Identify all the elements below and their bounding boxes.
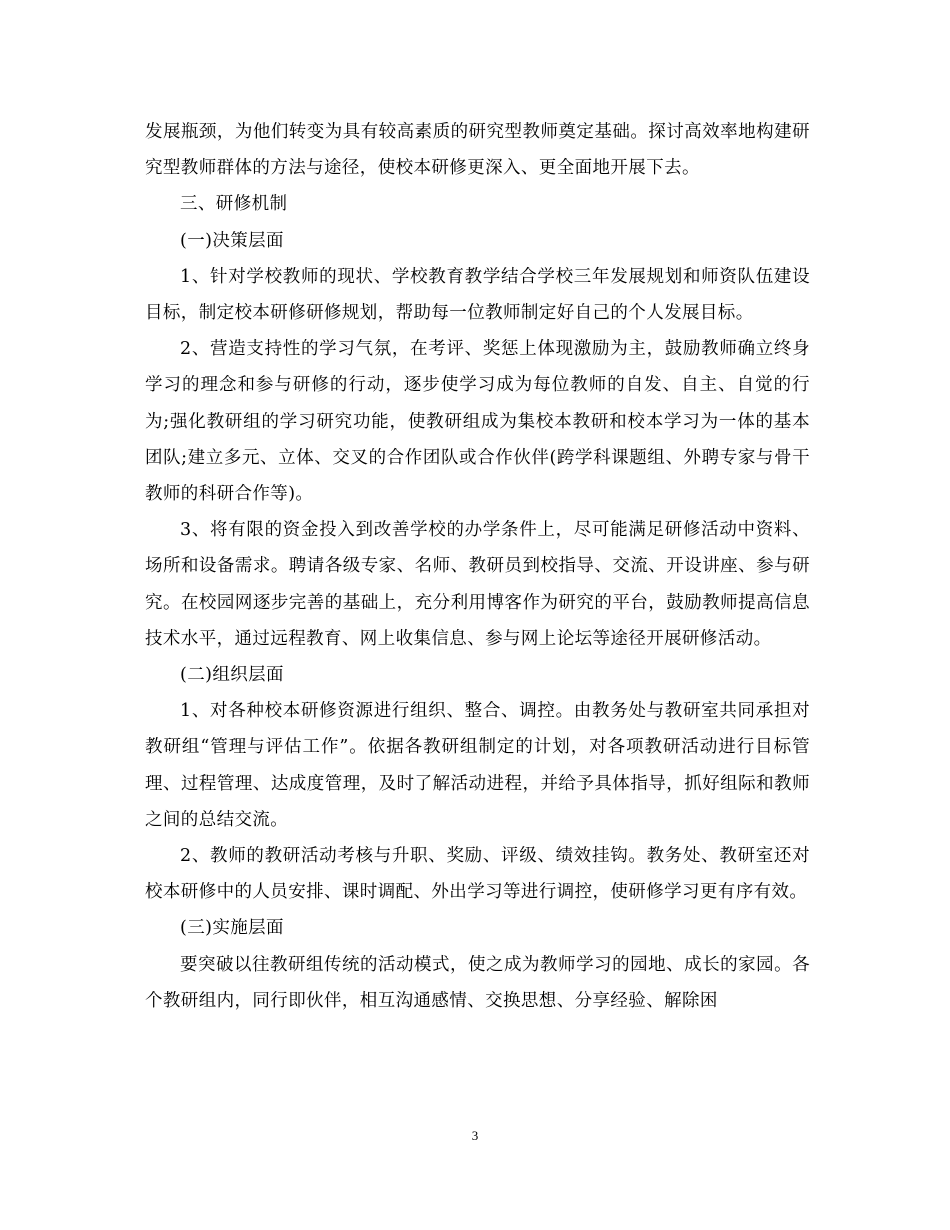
subheading-decision-level: (一)决策层面 — [180, 230, 284, 251]
paragraph-organization-2: 2、教师的教研活动考核与升职、奖励、评级、绩效挂钩。教务处、教研室还对校本研修中的人员安排、课时调配、外出学习等进行调控，使研修学习更有序有效。 — [145, 846, 810, 903]
paragraph-implementation: 要突破以往教研组传统的活动模式，使之成为教师学习的园地、成长的家园。各个教研组内，同行即伙伴，相互沟通感情、交换思想、分享经验、解除困 — [145, 954, 810, 1011]
document-body — [145, 114, 810, 1019]
page-number: 3 — [471, 1128, 479, 1143]
paragraph-organization-1: 1、对各种校本研修资源进行组织、整合、调控。由教务处与教研室共同承担对教研组“管理与评估工作”。依据各教研组制定的计划，对各项教研活动进行目标管理、过程管理、达成度管理，及时了解活动进程，并给予具体指导，抓好组际和教师之间的总结交流。 — [145, 701, 810, 830]
subheading-organization-level: (二)组织层面 — [180, 665, 284, 686]
paragraph-decision-1: 1、针对学校教师的现状、学校教育教学结合学校三年发展规划和师资队伍建设目标，制定校本研修研修规划，帮助每一位教师制定好自己的个人发展目标。 — [145, 266, 810, 324]
paragraph-continuation: 发展瓶颈，为他们转变为具有较高素质的研究型教师奠定基础。探讨高效率地构建研究型教师群体的方法与途径，使校本研修更深入、更全面地开展下去。 — [145, 122, 810, 179]
section-heading-mechanism: 三、研修机制 — [180, 194, 288, 215]
subheading-implementation-level: (三)实施层面 — [180, 918, 284, 939]
paragraph-decision-3: 3、将有限的资金投入到改善学校的办学条件上，尽可能满足研修活动中资料、场所和设备需求。聘请各级专家、名师、教研员到校指导、交流、开设讲座、参与研究。在校园网逐步完善的基础上，充分利用博客作为研究的平台，鼓励教师提高信息技术水平，通过远程教育、网上收集信息、参与网上论坛等途径开展研修活动。 — [145, 520, 810, 649]
paragraph-decision-2: 2、营造支持性的学习气氛，在考评、奖惩上体现激励为主，鼓励教师确立终身学习的理念和参与研修的行动，逐步使学习成为每位教师的自发、自主、自觉的行为;强化教研组的学习研究功能，使教研组成为集校本教研和校本学习为一体的基本团队;建立多元、立体、交叉的合作团队或合作伙伴(跨学科课题组、外聘专家与骨干教师的科研合作等)。 — [145, 339, 810, 505]
